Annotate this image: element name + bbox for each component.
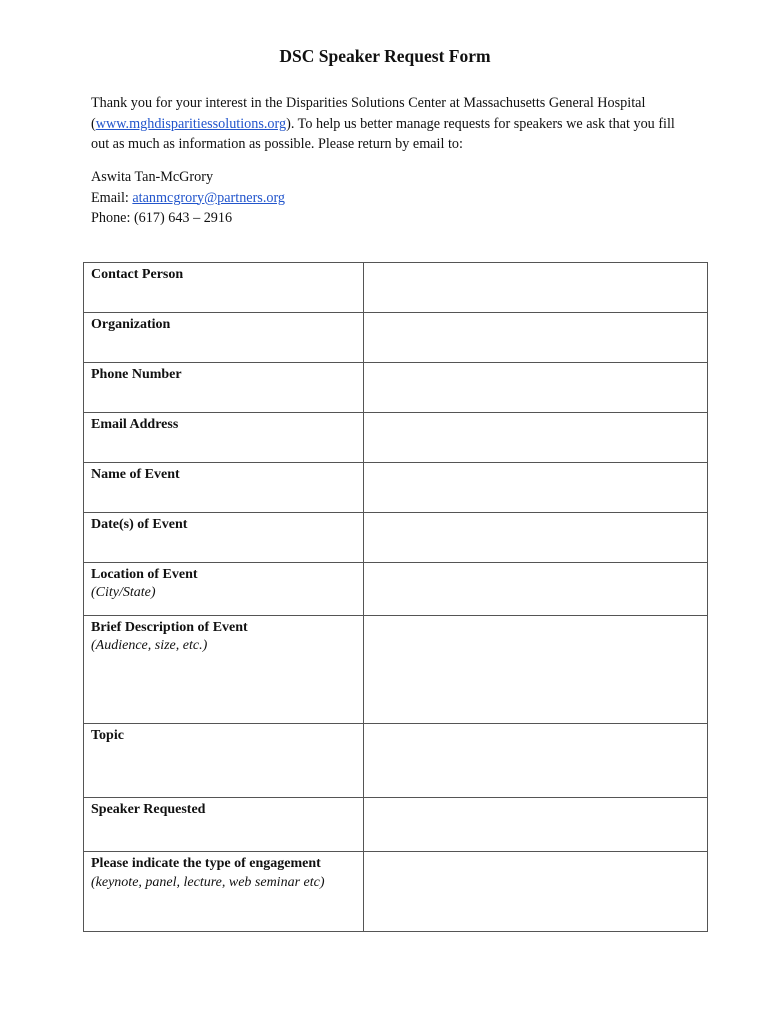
event-description-input[interactable] — [364, 616, 708, 724]
field-label: Organization — [91, 317, 171, 332]
form-row-email-address — [84, 413, 708, 463]
form-row-contact-person — [84, 263, 708, 313]
field-label: Contact Person — [91, 267, 184, 282]
event-location-input[interactable] — [364, 563, 708, 616]
field-hint: (City/State) — [91, 585, 156, 600]
field-label: Phone Number — [91, 367, 182, 382]
contact-person-input[interactable] — [364, 263, 708, 313]
email-link[interactable]: atanmcgrory@partners.org — [132, 189, 286, 206]
field-label: Please indicate the type of engagement — [91, 856, 321, 871]
contact-name: Aswita Tan-McGrory — [91, 169, 214, 185]
speaker-requested-input[interactable] — [364, 798, 708, 852]
organization-input[interactable] — [364, 313, 708, 363]
field-label-cell — [84, 616, 364, 724]
intro-paragraph — [91, 93, 691, 155]
field-label: Speaker Requested — [91, 802, 206, 817]
field-label: Brief Description of Event — [91, 620, 248, 635]
form-row-speaker-requested — [84, 798, 708, 852]
event-dates-input[interactable] — [364, 513, 708, 563]
field-label-cell — [84, 563, 364, 616]
field-hint: (Audience, size, etc.) — [91, 638, 208, 653]
form-row-dates-of-event — [84, 513, 708, 563]
field-hint: (keynote, panel, lecture, web seminar etc) — [91, 875, 325, 890]
website-link[interactable]: www.mghdisparitiessolutions.org — [95, 115, 287, 132]
field-label-cell — [84, 313, 364, 363]
field-label-cell — [84, 363, 364, 413]
field-label-cell — [84, 852, 364, 932]
field-label-cell — [84, 724, 364, 798]
field-label-cell — [84, 463, 364, 513]
page-title: DSC Speaker Request Form — [279, 46, 491, 66]
topic-input[interactable] — [364, 724, 708, 798]
form-row-organization — [84, 313, 708, 363]
contact-phone: Phone: (617) 643 – 2916 — [91, 210, 233, 227]
field-label: Date(s) of Event — [91, 517, 188, 532]
contact-email-line — [91, 188, 591, 209]
form-row-event-description — [84, 616, 708, 724]
contact-block — [91, 167, 591, 229]
phone-number-input[interactable] — [364, 363, 708, 413]
form-row-topic — [84, 724, 708, 798]
email-address-input[interactable] — [364, 413, 708, 463]
intro-text-before: Thank you for your interest in the Disparities Solutions Center at Massachusetts General Hospital ( — [91, 95, 646, 132]
form-row-engagement-type — [84, 852, 708, 932]
form-row-phone-number — [84, 363, 708, 413]
field-label: Location of Event — [91, 567, 198, 582]
field-label-cell — [84, 413, 364, 463]
field-label: Topic — [91, 728, 124, 743]
request-form-table — [83, 262, 708, 932]
field-label-cell — [84, 263, 364, 313]
event-name-input[interactable] — [364, 463, 708, 513]
email-label: Email: — [91, 189, 133, 206]
field-label: Name of Event — [91, 467, 180, 482]
field-label: Email Address — [91, 417, 179, 432]
engagement-type-input[interactable] — [364, 852, 708, 932]
field-label-cell — [84, 798, 364, 852]
form-row-location-of-event — [84, 563, 708, 616]
field-label-cell — [84, 513, 364, 563]
intro-text-after: ). To help us better manage requests for speakers we ask that you fill out as much as information as possible. Please return by email to: — [91, 115, 675, 153]
form-row-name-of-event — [84, 463, 708, 513]
